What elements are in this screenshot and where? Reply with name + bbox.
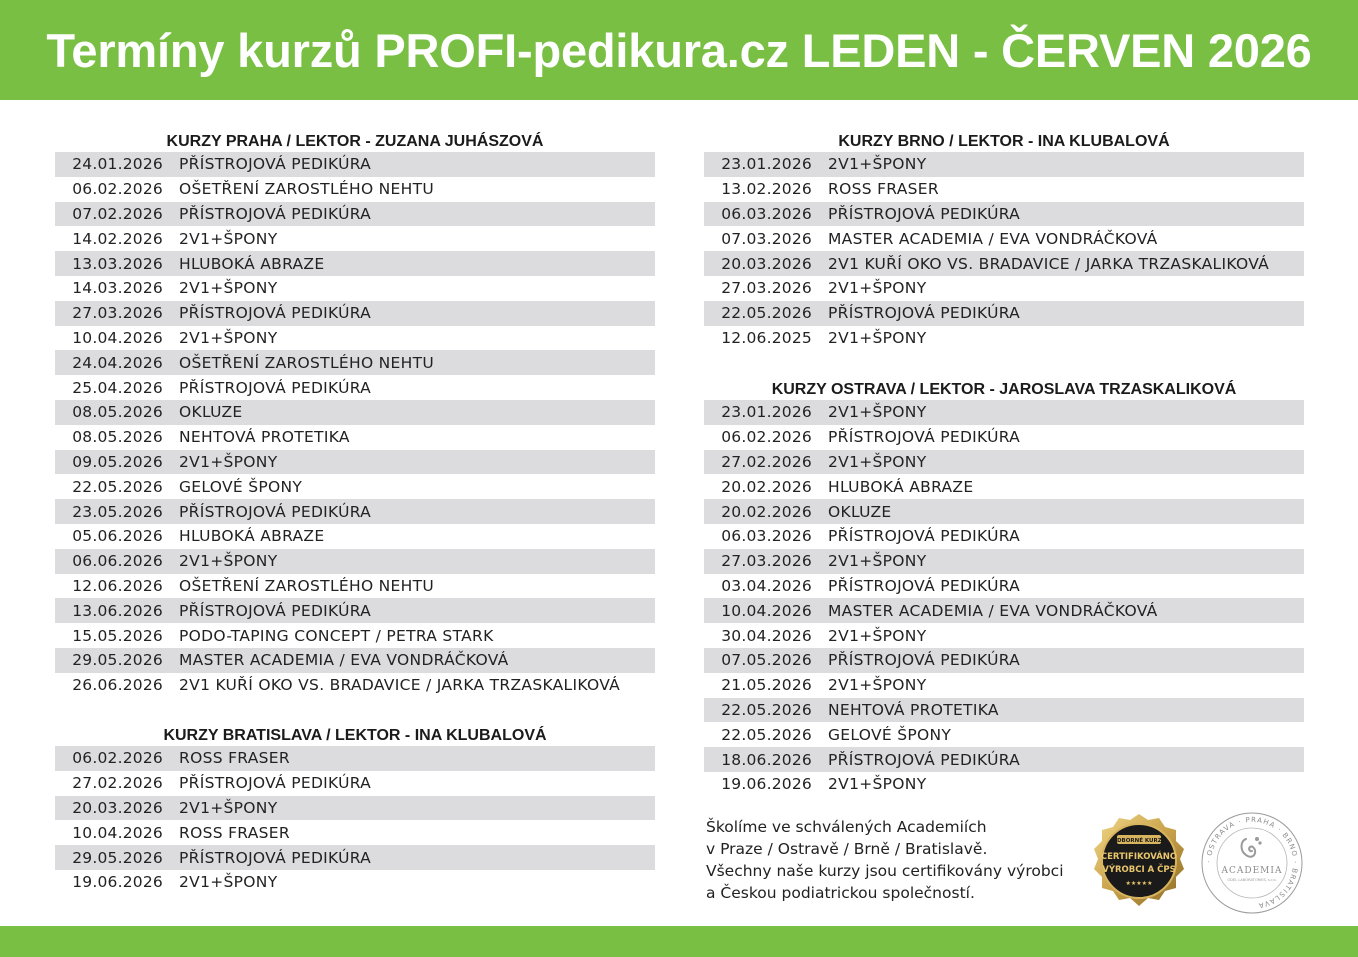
course-date: 08.05.2026 (72, 403, 163, 422)
schedule-row (704, 574, 1304, 599)
section-brno (704, 128, 1304, 350)
course-date: 27.03.2026 (72, 304, 163, 323)
course-name: HLUBOKÁ ABRAZE (828, 477, 974, 496)
course-date: 06.02.2026 (721, 428, 812, 447)
header-banner (0, 0, 1358, 100)
schedule-row (55, 870, 655, 895)
schedule-row (704, 698, 1304, 723)
course-name: PŘÍSTROJOVÁ PEDIKÚRA (828, 527, 1021, 546)
schedule-list-praha (55, 152, 655, 698)
course-date: 05.06.2026 (72, 527, 163, 546)
seal-ring-text: · OSTRAVA · PRAHA · BRNO · BRATISLAVA (1204, 815, 1300, 910)
schedule-row (55, 301, 655, 326)
section-praha (55, 128, 655, 698)
course-date: 10.04.2026 (72, 328, 163, 347)
schedule-row (704, 400, 1304, 425)
course-date: 30.04.2026 (721, 626, 812, 645)
course-name: OKLUZE (179, 403, 243, 422)
course-name: 2V1+ŠPONY (828, 626, 927, 645)
course-date: 08.05.2026 (72, 428, 163, 447)
course-name: OKLUZE (828, 502, 892, 521)
schedule-row (55, 623, 655, 648)
course-name: 2V1+ŠPONY (179, 328, 278, 347)
academy-info (706, 816, 1086, 904)
course-name: 2V1+ŠPONY (828, 155, 927, 174)
course-name: 2V1 KUŘÍ OKO VS. BRADAVICE / JARKA TRZASKALIKOVÁ (828, 254, 1270, 273)
schedule-row (704, 301, 1304, 326)
schedule-row (55, 673, 655, 698)
course-date: 03.04.2026 (721, 576, 812, 595)
course-date: 27.02.2026 (721, 452, 812, 471)
foot-logo-icon (1242, 839, 1256, 857)
course-name: 2V1+ŠPONY (179, 798, 278, 817)
course-date: 27.03.2026 (721, 552, 812, 571)
course-date: 14.03.2026 (72, 279, 163, 298)
course-date: 25.04.2026 (72, 378, 163, 397)
schedule-row (55, 845, 655, 870)
course-date: 06.06.2026 (72, 552, 163, 571)
course-date: 14.02.2026 (72, 229, 163, 248)
schedule-row (704, 276, 1304, 301)
course-name: 2V1+ŠPONY (828, 403, 927, 422)
schedule-row (704, 474, 1304, 499)
course-name: PŘÍSTROJOVÁ PEDIKÚRA (179, 304, 372, 323)
badge-stars: ★★★★★ (1125, 880, 1153, 887)
badge-top-text: ODBORNÉ KURZY (1112, 838, 1166, 844)
course-date: 06.03.2026 (721, 527, 812, 546)
course-name: ROSS FRASER (828, 180, 939, 199)
seal-name: ACADEMIA (1221, 866, 1283, 876)
course-date: 20.03.2026 (72, 798, 163, 817)
schedule-row (704, 177, 1304, 202)
course-name: PŘÍSTROJOVÁ PEDIKÚRA (179, 502, 372, 521)
schedule-row (704, 226, 1304, 251)
schedule-row (704, 598, 1304, 623)
course-date: 07.02.2026 (72, 204, 163, 223)
course-date: 23.01.2026 (721, 403, 812, 422)
course-name: PŘÍSTROJOVÁ PEDIKÚRA (828, 428, 1021, 447)
course-name: 2V1+ŠPONY (828, 328, 927, 347)
schedule-row (55, 276, 655, 301)
certification-badge-icon (1088, 812, 1190, 914)
course-name: OŠETŘENÍ ZAROSTLÉHO NEHTU (179, 353, 435, 372)
course-name: PŘÍSTROJOVÁ PEDIKÚRA (828, 750, 1021, 769)
course-date: 13.06.2026 (72, 601, 163, 620)
schedule-row (55, 400, 655, 425)
course-name: 2V1 KUŘÍ OKO VS. BRADAVICE / JARKA TRZASKALIKOVÁ (179, 676, 621, 695)
course-name: PŘÍSTROJOVÁ PEDIKÚRA (828, 651, 1021, 670)
course-name: 2V1+ŠPONY (828, 775, 927, 794)
course-name: 2V1+ŠPONY (179, 552, 278, 571)
schedule-list-ostrava (704, 400, 1304, 797)
course-date: 27.02.2026 (72, 774, 163, 793)
course-date: 06.02.2026 (72, 749, 163, 768)
schedule-row (55, 796, 655, 821)
course-date: 13.03.2026 (72, 254, 163, 273)
course-name: HLUBOKÁ ABRAZE (179, 254, 325, 273)
course-date: 22.05.2026 (721, 725, 812, 744)
schedule-row (55, 375, 655, 400)
course-date: 24.04.2026 (72, 353, 163, 372)
section-title-bratislava: KURZY BRATISLAVA / LEKTOR - INA KLUBALOVÁ (163, 727, 547, 744)
course-date: 07.05.2026 (721, 651, 812, 670)
schedule-row (55, 202, 655, 227)
schedule-row (55, 524, 655, 549)
schedule-row (55, 251, 655, 276)
page-title: Termíny kurzů PROFI-pedikura.cz LEDEN - ČERVEN 2026 (46, 23, 1312, 77)
schedule-row (704, 326, 1304, 351)
course-name: 2V1+ŠPONY (828, 552, 927, 571)
info-line: Školíme ve schválených Academiích (706, 818, 987, 836)
course-date: 20.02.2026 (721, 502, 812, 521)
schedule-row (55, 771, 655, 796)
course-date: 24.01.2026 (72, 155, 163, 174)
schedule-row (55, 746, 655, 771)
course-date: 29.05.2026 (72, 848, 163, 867)
schedule-row (704, 722, 1304, 747)
course-date: 12.06.2025 (721, 328, 812, 347)
course-name: PŘÍSTROJOVÁ PEDIKÚRA (179, 848, 372, 867)
schedule-row (704, 747, 1304, 772)
schedule-row (55, 152, 655, 177)
course-name: GELOVÉ ŠPONY (179, 477, 303, 496)
schedule-list-brno (704, 152, 1304, 350)
course-date: 26.06.2026 (72, 676, 163, 695)
course-name: HLUBOKÁ ABRAZE (179, 527, 325, 546)
course-name: 2V1+ŠPONY (179, 873, 278, 892)
schedule-row (55, 598, 655, 623)
course-name: 2V1+ŠPONY (179, 279, 278, 298)
schedule-row (55, 820, 655, 845)
course-name: ROSS FRASER (179, 749, 290, 768)
course-date: 18.06.2026 (721, 750, 812, 769)
course-date: 20.02.2026 (721, 477, 812, 496)
schedule-row (704, 499, 1304, 524)
course-date: 23.05.2026 (72, 502, 163, 521)
course-name: 2V1+ŠPONY (828, 676, 927, 695)
info-line: Všechny naše kurzy jsou certifikovány výrobci (706, 862, 1064, 880)
course-date: 13.02.2026 (721, 180, 812, 199)
course-date: 06.03.2026 (721, 204, 812, 223)
footer-bar (0, 926, 1358, 957)
course-name: 2V1+ŠPONY (179, 229, 278, 248)
schedule-row (704, 673, 1304, 698)
course-date: 07.03.2026 (721, 229, 812, 248)
course-date: 22.05.2026 (721, 700, 812, 719)
course-name: NEHTOVÁ PROTETIKA (179, 428, 350, 447)
schedule-row (704, 251, 1304, 276)
schedule-row (704, 772, 1304, 797)
section-bratislava (55, 722, 655, 895)
schedule-row (55, 450, 655, 475)
course-date: 20.03.2026 (721, 254, 812, 273)
course-name: GELOVÉ ŠPONY (828, 725, 952, 744)
course-name: PŘÍSTROJOVÁ PEDIKÚRA (179, 774, 372, 793)
course-name: OŠETŘENÍ ZAROSTLÉHO NEHTU (179, 180, 435, 199)
course-date: 22.05.2026 (721, 304, 812, 323)
schedule-row (704, 623, 1304, 648)
badge-line1: CERTIFIKOVÁNO (1100, 852, 1178, 862)
course-date: 22.05.2026 (72, 477, 163, 496)
course-name: NEHTOVÁ PROTETIKA (828, 700, 999, 719)
course-date: 19.06.2026 (72, 873, 163, 892)
course-date: 15.05.2026 (72, 626, 163, 645)
badge-line2: VÝROBCI A ČPS (1102, 865, 1176, 875)
course-name: PŘÍSTROJOVÁ PEDIKÚRA (179, 378, 372, 397)
course-date: 10.04.2026 (72, 823, 163, 842)
schedule-list-bratislava (55, 746, 655, 895)
section-ostrava (704, 376, 1304, 797)
course-date: 19.06.2026 (721, 775, 812, 794)
schedule-row (55, 549, 655, 574)
course-name: 2V1+ŠPONY (828, 452, 927, 471)
course-date: 06.02.2026 (72, 180, 163, 199)
course-name: PŘÍSTROJOVÁ PEDIKÚRA (828, 576, 1021, 595)
course-name: MASTER ACADEMIA / EVA VONDRÁČKOVÁ (828, 229, 1158, 248)
schedule-row (55, 425, 655, 450)
course-name: PŘÍSTROJOVÁ PEDIKÚRA (179, 601, 372, 620)
schedule-row (704, 524, 1304, 549)
academia-seal-icon (1200, 811, 1304, 915)
schedule-row (55, 574, 655, 599)
section-title-ostrava: KURZY OSTRAVA / LEKTOR - JAROSLAVA TRZASKALIKOVÁ (771, 381, 1237, 398)
schedule-row (55, 648, 655, 673)
schedule-row (704, 425, 1304, 450)
schedule-row (704, 450, 1304, 475)
course-name: PŘÍSTROJOVÁ PEDIKÚRA (828, 304, 1021, 323)
schedule-row (704, 549, 1304, 574)
schedule-row (704, 152, 1304, 177)
schedule-row (704, 202, 1304, 227)
info-line: v Praze / Ostravě / Brně / Bratislavě. (706, 840, 988, 858)
course-name: PŘÍSTROJOVÁ PEDIKÚRA (179, 155, 372, 174)
course-name: PŘÍSTROJOVÁ PEDIKÚRA (828, 204, 1021, 223)
section-title-brno: KURZY BRNO / LEKTOR - INA KLUBALOVÁ (838, 133, 1170, 150)
seal-sub: ODEL LABORATORIES, s.r.o. (1227, 878, 1277, 882)
schedule-row (704, 648, 1304, 673)
course-name: ROSS FRASER (179, 823, 290, 842)
course-name: MASTER ACADEMIA / EVA VONDRÁČKOVÁ (828, 601, 1158, 620)
section-title-praha: KURZY PRAHA / LEKTOR - ZUZANA JUHÁSZOVÁ (166, 133, 544, 150)
schedule-row (55, 350, 655, 375)
svg-text:· OSTRAVA · PRAHA · BRNO · BRA (1205, 816, 1299, 910)
schedule-row (55, 177, 655, 202)
schedule-row (55, 326, 655, 351)
course-date: 27.03.2026 (721, 279, 812, 298)
course-name: MASTER ACADEMIA / EVA VONDRÁČKOVÁ (179, 651, 509, 670)
course-date: 21.05.2026 (721, 676, 812, 695)
course-name: 2V1+ŠPONY (828, 279, 927, 298)
course-date: 23.01.2026 (721, 155, 812, 174)
schedule-row (55, 499, 655, 524)
course-name: PŘÍSTROJOVÁ PEDIKÚRA (179, 204, 372, 223)
schedule-row (55, 474, 655, 499)
course-date: 29.05.2026 (72, 651, 163, 670)
schedule-row (55, 226, 655, 251)
course-date: 12.06.2026 (72, 576, 163, 595)
info-line: a Českou podiatrickou společností. (706, 884, 975, 902)
course-date: 09.05.2026 (72, 452, 163, 471)
course-date: 10.04.2026 (721, 601, 812, 620)
course-name: 2V1+ŠPONY (179, 452, 278, 471)
course-name: OŠETŘENÍ ZAROSTLÉHO NEHTU (179, 576, 435, 595)
course-name: PODO-TAPING CONCEPT / PETRA STARK (179, 626, 494, 645)
